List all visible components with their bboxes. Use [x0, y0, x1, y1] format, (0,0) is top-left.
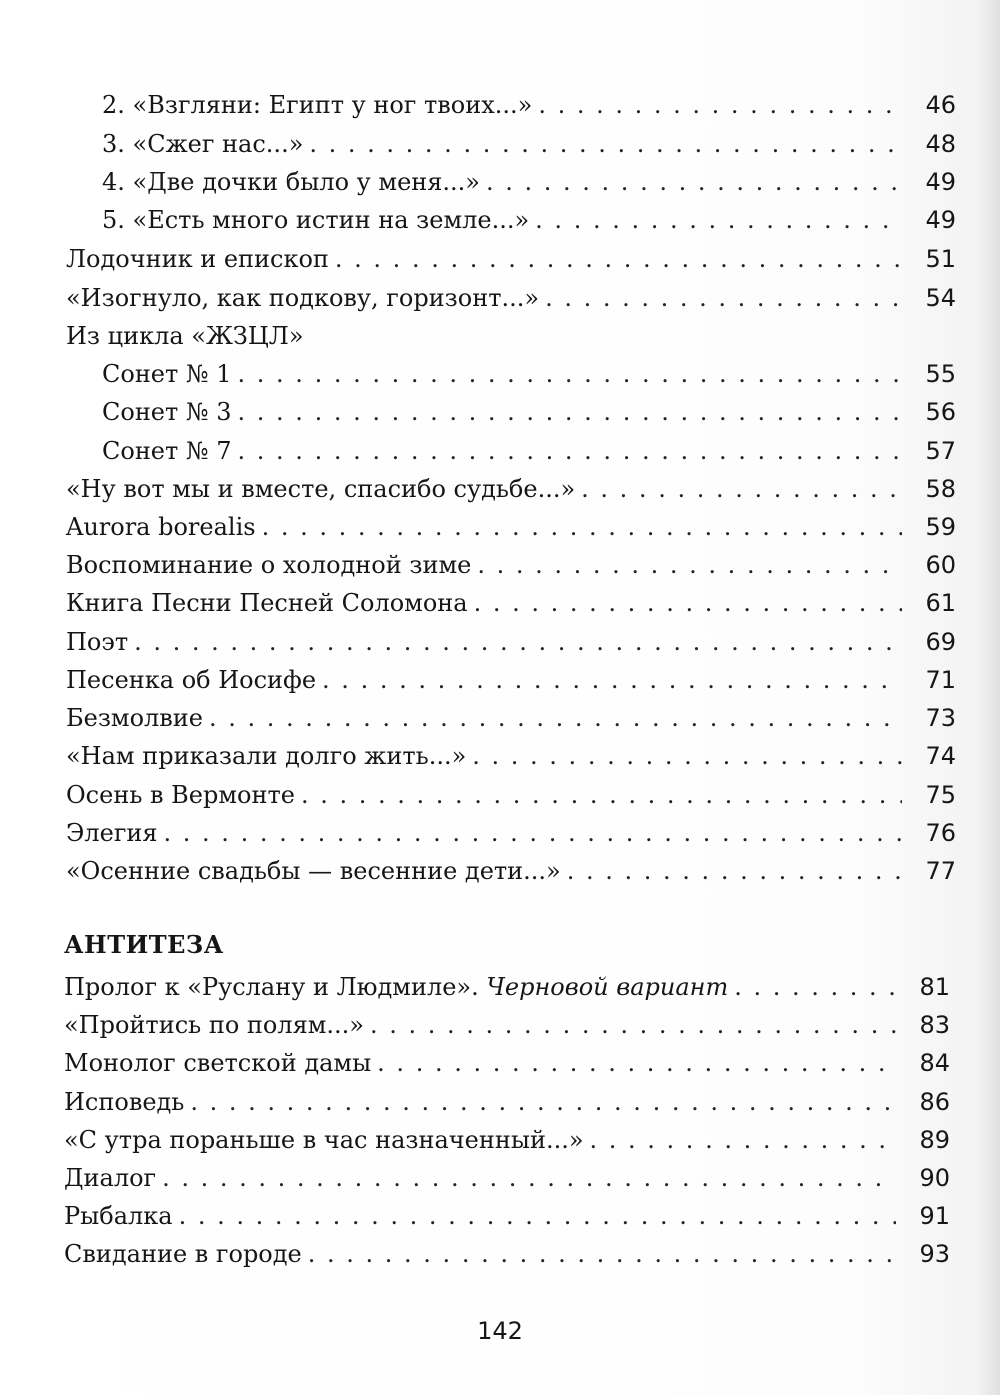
dot-leader — [567, 852, 902, 890]
toc-entry-page: 77 — [925, 857, 956, 885]
page-number: 142 — [477, 1317, 523, 1345]
toc-entry-title: Сонет № 7 — [102, 437, 232, 465]
dot-leader — [538, 86, 902, 124]
toc-entry-title: «С утра пораньше в час назначенный...» — [64, 1126, 584, 1154]
toc-entry-title: 5. «Есть много истин на земле...» — [102, 206, 530, 234]
dot-leader — [472, 737, 902, 775]
toc-entry[interactable] — [66, 546, 956, 584]
toc-entry[interactable] — [64, 968, 950, 1006]
toc-entry-page: 59 — [925, 513, 956, 541]
dot-leader — [545, 279, 902, 317]
toc-entry[interactable] — [66, 814, 956, 852]
dot-leader — [134, 623, 902, 661]
toc-entry[interactable] — [66, 584, 956, 622]
dot-leader — [477, 546, 902, 584]
toc-entry[interactable] — [66, 737, 956, 775]
toc-entry-page: 60 — [925, 551, 956, 579]
toc-entry-page: 57 — [925, 437, 956, 465]
toc-entry-page: 69 — [925, 628, 956, 656]
toc-entry[interactable] — [64, 1121, 950, 1159]
toc-entry-page: 93 — [919, 1240, 950, 1268]
toc-entry-title: Элегия — [66, 819, 158, 847]
toc-entry[interactable] — [66, 699, 956, 737]
toc-entry[interactable] — [66, 623, 956, 661]
toc-entry[interactable] — [102, 432, 956, 470]
toc-entry-page: 61 — [925, 589, 956, 617]
toc-entry-title: Песенка об Иосифе — [66, 666, 317, 694]
dot-leader — [734, 968, 896, 1006]
toc-entry[interactable] — [66, 776, 956, 814]
toc-entry-page: 91 — [919, 1202, 950, 1230]
toc-entry-title: Книга Песни Песней Соломона — [66, 589, 468, 617]
toc-entry-page: 90 — [919, 1164, 950, 1192]
toc-entry[interactable] — [66, 661, 956, 699]
toc-entry[interactable] — [66, 852, 956, 890]
toc-entry-title: 2. «Взгляни: Египт у ног твоих...» — [102, 91, 533, 119]
toc-group-heading — [66, 317, 956, 355]
toc-entry-title: Поэт — [66, 628, 129, 656]
toc-entry-page: 76 — [925, 819, 956, 847]
dot-leader — [238, 355, 902, 393]
toc-entry[interactable] — [64, 1235, 950, 1273]
toc-entry[interactable] — [102, 393, 956, 431]
dot-leader — [581, 470, 902, 508]
toc-entry-page: 54 — [925, 284, 956, 312]
dot-leader — [164, 814, 902, 852]
toc-entry-page: 83 — [919, 1011, 950, 1039]
toc-entry[interactable] — [102, 125, 956, 163]
toc-entry-title-main: Пролог к «Руслану и Людмиле». — [64, 973, 479, 1001]
dot-leader — [179, 1197, 896, 1235]
dot-leader — [486, 163, 902, 201]
toc-entry[interactable] — [66, 279, 956, 317]
dot-leader — [309, 125, 902, 163]
toc-entry[interactable] — [102, 163, 956, 201]
toc-entry-page: 73 — [925, 704, 956, 732]
toc-entry[interactable] — [64, 1083, 950, 1121]
toc-entry[interactable] — [102, 86, 956, 124]
toc-entry-page: 51 — [925, 245, 956, 273]
toc-entry-page: 56 — [925, 398, 956, 426]
toc-entry[interactable] — [66, 240, 956, 278]
toc-group-title: Из цикла «ЖЗЦЛ» — [66, 322, 304, 350]
toc-entry[interactable] — [66, 470, 956, 508]
toc-entry-title-italic: Черновой вариант — [486, 973, 729, 1001]
toc-entry[interactable] — [64, 1006, 950, 1044]
toc-entry-page: 71 — [925, 666, 956, 694]
toc-entry-title: Рыбалка — [64, 1202, 173, 1230]
toc-entry-title: «Ну вот мы и вместе, спасибо судьбе...» — [66, 475, 576, 503]
toc-entry-page: 86 — [919, 1088, 950, 1116]
toc-entry[interactable] — [64, 1044, 950, 1082]
dot-leader — [308, 1235, 896, 1273]
section-heading: АНТИТЕЗА — [64, 930, 224, 959]
toc-entry[interactable] — [64, 1159, 950, 1197]
toc-entry-title: «Осенние свадьбы — весенние дети...» — [66, 857, 561, 885]
toc-entry[interactable] — [66, 508, 956, 546]
toc-entry[interactable] — [102, 355, 956, 393]
toc-entry-title: Воспоминание о холодной зиме — [66, 551, 472, 579]
toc-entry-page: 74 — [925, 742, 956, 770]
toc-entry-title: 3. «Сжег нас...» — [102, 130, 304, 158]
toc-entry-page: 58 — [925, 475, 956, 503]
toc-entry-title — [64, 968, 728, 1006]
dot-leader — [190, 1083, 896, 1121]
dot-leader — [370, 1006, 896, 1044]
toc-entry-title: Aurora borealis — [66, 513, 256, 541]
toc-entry-title: Исповедь — [64, 1088, 185, 1116]
dot-leader — [377, 1044, 896, 1082]
toc-entry-title: Безмолвие — [66, 704, 204, 732]
toc-entry-page: 46 — [925, 91, 956, 119]
toc-entry-page: 84 — [919, 1049, 950, 1077]
toc-entry-title: «Нам приказали долго жить...» — [66, 742, 467, 770]
toc-entry-title: Монолог светской дамы — [64, 1049, 372, 1077]
toc-entry-title: Осень в Вермонте — [66, 781, 295, 809]
dot-leader — [162, 1159, 896, 1197]
dot-leader — [535, 201, 902, 239]
dot-leader — [301, 776, 902, 814]
dot-leader — [590, 1121, 896, 1159]
toc-entry-title: Лодочник и епископ — [66, 245, 329, 273]
toc-entry-title: 4. «Две дочки было у меня...» — [102, 168, 480, 196]
toc-entry-title: Диалог — [64, 1164, 157, 1192]
dot-leader — [474, 584, 902, 622]
dot-leader — [322, 661, 902, 699]
toc-entry-page: 89 — [919, 1126, 950, 1154]
dot-leader — [238, 432, 902, 470]
toc-entry[interactable] — [64, 1197, 950, 1235]
toc-entry-title: «Пройтись по полям...» — [64, 1011, 364, 1039]
dot-leader — [262, 508, 902, 546]
toc-entry[interactable] — [102, 201, 956, 239]
toc-entry-page: 48 — [925, 130, 956, 158]
toc-entry-page: 81 — [919, 973, 950, 1001]
dot-leader — [209, 699, 902, 737]
toc-entry-title: «Изогнуло, как подкову, горизонт...» — [66, 284, 540, 312]
toc-entry-title: Сонет № 3 — [102, 398, 232, 426]
toc-entry-page: 55 — [925, 360, 956, 388]
toc-entry-title: Свидание в городе — [64, 1240, 302, 1268]
dot-leader — [238, 393, 902, 431]
dot-leader — [335, 240, 902, 278]
toc-entry-page: 75 — [925, 781, 956, 809]
toc-entry-title: Сонет № 1 — [102, 360, 232, 388]
toc-entry-page: 49 — [925, 168, 956, 196]
toc-entry-page: 49 — [925, 206, 956, 234]
